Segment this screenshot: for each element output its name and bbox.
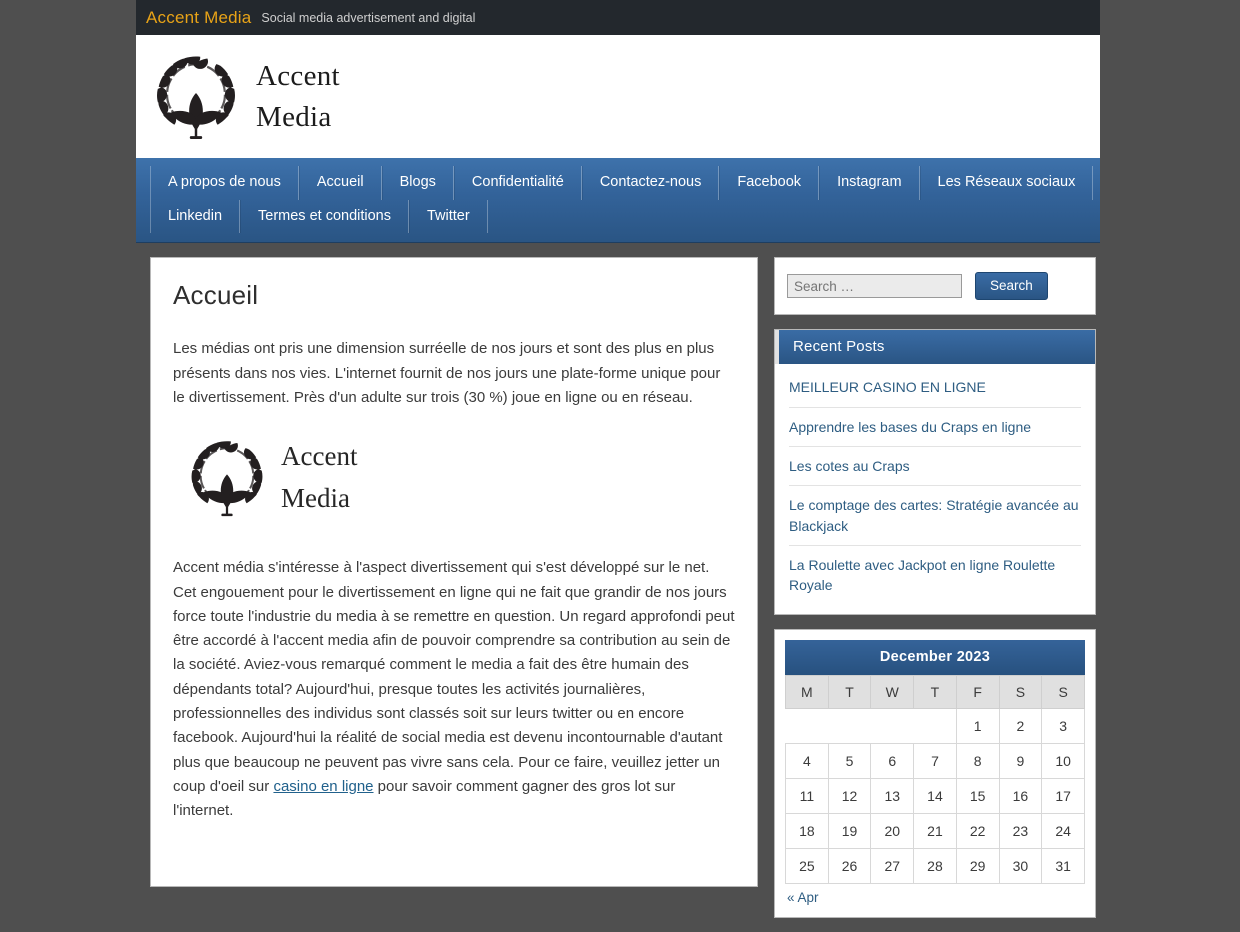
article-paragraph-2 bbox=[173, 556, 735, 823]
calendar-cell: 10 bbox=[1042, 744, 1085, 779]
article-paragraph-2-text-after: pour savoir comment gagner des gros lot sur l'internet. bbox=[173, 777, 676, 820]
list-item bbox=[789, 408, 1081, 447]
table-row bbox=[786, 709, 1085, 744]
table-row bbox=[786, 744, 1085, 779]
masthead bbox=[136, 35, 1100, 158]
calendar-cell: 11 bbox=[786, 779, 829, 814]
nav-item-les-reseaux-sociaux[interactable]: Les Réseaux sociaux bbox=[920, 166, 1094, 200]
topbar bbox=[136, 0, 1100, 35]
list-item bbox=[789, 447, 1081, 486]
calendar-head bbox=[786, 676, 1085, 709]
content-area bbox=[136, 243, 1100, 932]
calendar-cell: 18 bbox=[786, 814, 829, 849]
calendar-cell: 7 bbox=[914, 744, 957, 779]
site-name[interactable]: Accent Media bbox=[146, 7, 252, 27]
calendar-cell-empty bbox=[786, 709, 829, 744]
calendar-cell: 25 bbox=[786, 849, 829, 884]
inline-brand-line-2: Media bbox=[281, 483, 350, 514]
nav-row-1 bbox=[150, 166, 1100, 200]
calendar-cell: 29 bbox=[956, 849, 999, 884]
table-row bbox=[786, 849, 1085, 884]
calendar-cell: 13 bbox=[871, 779, 914, 814]
calendar-day-header-fri: F bbox=[956, 676, 999, 709]
recent-post-link-1[interactable]: MEILLEUR CASINO EN LIGNE bbox=[789, 379, 986, 396]
calendar-cell: 23 bbox=[999, 814, 1042, 849]
calendar-cell: 12 bbox=[828, 779, 871, 814]
calendar-cell: 21 bbox=[914, 814, 957, 849]
calendar-cell: 4 bbox=[786, 744, 829, 779]
table-row bbox=[786, 779, 1085, 814]
calendar-day-header-sat: S bbox=[999, 676, 1042, 709]
page-title: Accueil bbox=[173, 280, 259, 311]
calendar-caption: December 2023 bbox=[785, 640, 1085, 675]
list-item bbox=[789, 546, 1081, 605]
calendar-cell-empty bbox=[871, 709, 914, 744]
recent-posts-body bbox=[775, 364, 1095, 614]
inline-brand-image bbox=[187, 436, 735, 520]
recent-posts-list bbox=[789, 368, 1081, 604]
brand-line-1: Accent bbox=[256, 59, 340, 92]
calendar-table bbox=[785, 640, 1085, 884]
calendar-day-header-thu: T bbox=[914, 676, 957, 709]
list-item bbox=[789, 368, 1081, 407]
main-article bbox=[150, 257, 758, 886]
recent-posts-title: Recent Posts bbox=[775, 330, 1095, 364]
calendar-prev-month-link[interactable]: « Apr bbox=[787, 890, 819, 906]
calendar-cell: 15 bbox=[956, 779, 999, 814]
casino-en-ligne-link[interactable]: casino en ligne bbox=[273, 777, 374, 795]
recent-posts-widget bbox=[774, 329, 1096, 615]
page-frame bbox=[136, 0, 1100, 932]
inline-brand-text bbox=[281, 436, 357, 520]
calendar-cell-empty bbox=[914, 709, 957, 744]
laurel-wreath-logo-icon bbox=[187, 436, 267, 520]
search-input[interactable] bbox=[787, 274, 962, 298]
calendar-cell: 1 bbox=[956, 709, 999, 744]
calendar-day-header-tue: T bbox=[828, 676, 871, 709]
nav-item-twitter[interactable]: Twitter bbox=[409, 200, 488, 234]
calendar-cell: 3 bbox=[1042, 709, 1085, 744]
calendar-cell: 8 bbox=[956, 744, 999, 779]
calendar-cell: 19 bbox=[828, 814, 871, 849]
site-branding[interactable] bbox=[152, 51, 340, 143]
search-widget bbox=[774, 257, 1096, 315]
sidebar bbox=[774, 257, 1096, 932]
calendar-cell: 26 bbox=[828, 849, 871, 884]
search-button[interactable]: Search bbox=[975, 272, 1048, 300]
calendar-widget bbox=[774, 629, 1096, 918]
calendar-cell: 27 bbox=[871, 849, 914, 884]
calendar-header-row bbox=[786, 676, 1085, 709]
nav-item-instagram[interactable]: Instagram bbox=[819, 166, 919, 200]
list-item bbox=[789, 486, 1081, 546]
calendar-cell: 17 bbox=[1042, 779, 1085, 814]
calendar-cell-empty bbox=[828, 709, 871, 744]
table-row bbox=[786, 814, 1085, 849]
recent-post-link-2[interactable]: Apprendre les bases du Craps en ligne bbox=[789, 418, 1032, 435]
calendar-body bbox=[786, 709, 1085, 884]
article-paragraph-2-text-before: Accent média s'intéresse à l'aspect divertissement qui s'est développé sur le net. Cet engouement pour le divertissement en ligne qui ne fait que grandir de nos jours force toute l'industrie du media à se remettre en question. Un regard approfondi peut être accordé à l'accent media afin de pouvoir comprendre sa contribution au sein de la société. Aviez-vous remarqué comment le media a fait des être humain des dépendants total? Aujourd'hui, presque toutes les activités journalières, professionnelles des individus sont classés soit sur leurs twitter ou en encore facebook. Aujourd'hui la réalité de social media est devenu incontournable d'autant plus que beaucoup ne peuvent pas vivre sans cela. Pour ce faire, veuillez jetter un coup d'oeil sur bbox=[173, 559, 735, 795]
calendar-cell: 31 bbox=[1042, 849, 1085, 884]
site-brand-text bbox=[256, 56, 340, 138]
article-paragraph-1: Les médias ont pris une dimension surréelle de nos jours et sont des plus en plus présents dans nos vies. L'internet fournit de nos jours une plate-forme unique pour le divertissement. Près d'un adulte sur trois (30 %) joue en ligne ou en réseau. bbox=[173, 340, 721, 406]
calendar-day-header-wed: W bbox=[871, 676, 914, 709]
recent-post-link-3[interactable]: Les cotes au Craps bbox=[789, 457, 910, 474]
calendar-cell: 2 bbox=[999, 709, 1042, 744]
recent-post-link-4[interactable]: Le comptage des cartes: Stratégie avancée au Blackjack bbox=[789, 497, 1079, 534]
calendar-cell: 28 bbox=[914, 849, 957, 884]
recent-post-link-5[interactable]: La Roulette avec Jackpot en ligne Roulette Royale bbox=[789, 556, 1056, 594]
nav-item-termes-et-conditions[interactable]: Termes et conditions bbox=[240, 200, 409, 234]
nav-item-blogs[interactable]: Blogs bbox=[382, 166, 454, 200]
calendar-cell: 22 bbox=[956, 814, 999, 849]
nav-item-a-propos-de-nous[interactable]: A propos de nous bbox=[150, 166, 299, 200]
calendar-day-header-sun: S bbox=[1042, 676, 1085, 709]
inline-brand-line-1: Accent bbox=[281, 441, 358, 472]
calendar-nav bbox=[785, 884, 1085, 907]
calendar-cell: 16 bbox=[999, 779, 1042, 814]
nav-item-linkedin[interactable]: Linkedin bbox=[150, 200, 240, 234]
calendar-cell: 6 bbox=[871, 744, 914, 779]
calendar-cell: 5 bbox=[828, 744, 871, 779]
nav-item-confidentialite[interactable]: Confidentialité bbox=[454, 166, 582, 200]
brand-line-2: Media bbox=[256, 101, 332, 133]
calendar-cell: 14 bbox=[914, 779, 957, 814]
article-body bbox=[173, 337, 735, 823]
calendar-cell: 24 bbox=[1042, 814, 1085, 849]
site-tagline: Social media advertisement and digital bbox=[261, 10, 476, 25]
search-form bbox=[787, 272, 1083, 300]
calendar-cell: 20 bbox=[871, 814, 914, 849]
nav-item-contactez-nous[interactable]: Contactez-nous bbox=[582, 166, 720, 200]
calendar-cell: 30 bbox=[999, 849, 1042, 884]
nav-row-2 bbox=[150, 200, 1100, 234]
nav-item-facebook[interactable]: Facebook bbox=[719, 166, 819, 200]
laurel-wreath-logo-icon bbox=[152, 51, 240, 143]
calendar-day-header-mon: M bbox=[786, 676, 829, 709]
calendar-cell: 9 bbox=[999, 744, 1042, 779]
main-navigation bbox=[136, 158, 1100, 243]
nav-item-accueil[interactable]: Accueil bbox=[299, 166, 382, 200]
